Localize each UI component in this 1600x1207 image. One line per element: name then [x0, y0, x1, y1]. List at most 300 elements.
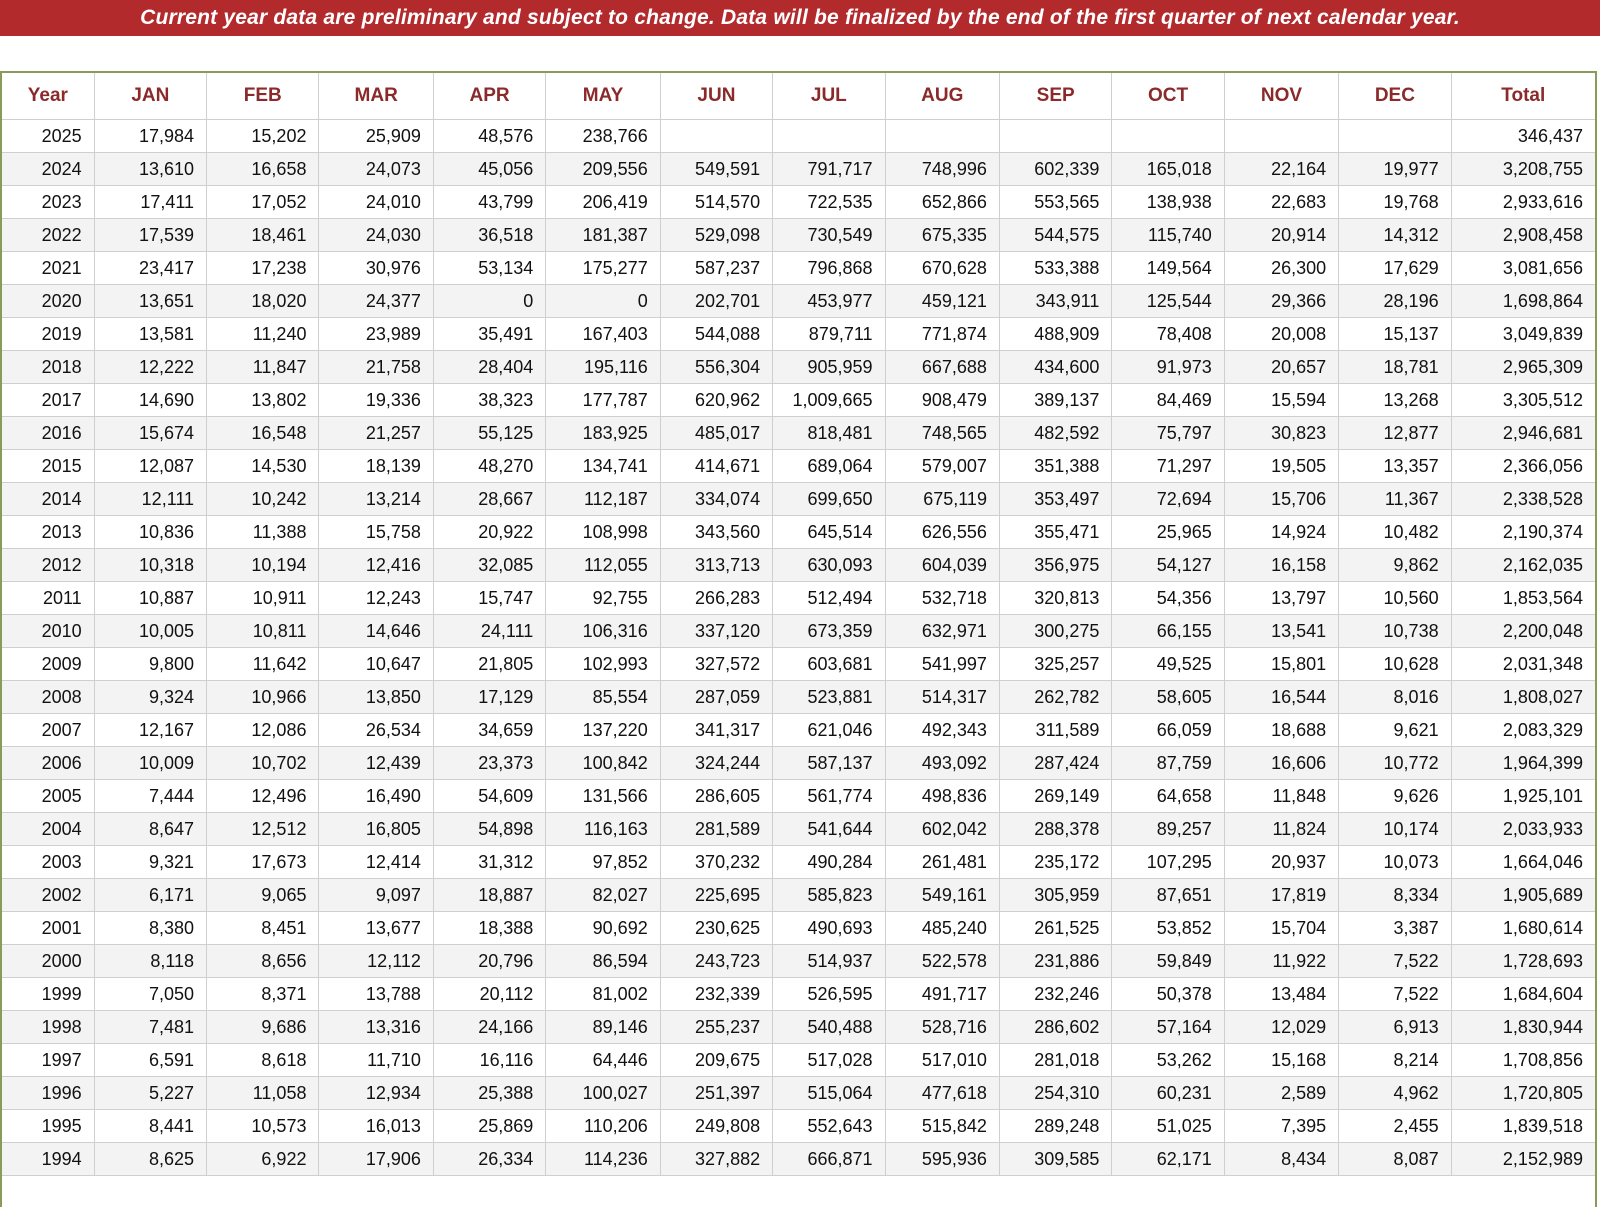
month-value-cell: 645,514 — [773, 516, 885, 549]
month-value-cell: 54,609 — [433, 780, 545, 813]
month-value-cell: 602,339 — [999, 153, 1111, 186]
month-value-cell: 25,965 — [1112, 516, 1224, 549]
month-value-cell: 91,973 — [1112, 351, 1224, 384]
month-value-cell: 1,009,665 — [773, 384, 885, 417]
month-value-cell: 14,690 — [94, 384, 206, 417]
month-value-cell: 13,357 — [1339, 450, 1451, 483]
column-header-jun: JUN — [660, 73, 772, 120]
table-row — [2, 549, 1595, 582]
month-value-cell: 167,403 — [546, 318, 660, 351]
month-value-cell: 490,693 — [773, 912, 885, 945]
total-cell: 1,684,604 — [1451, 978, 1595, 1011]
month-value-cell: 477,618 — [885, 1077, 999, 1110]
total-cell: 2,200,048 — [1451, 615, 1595, 648]
month-value-cell: 556,304 — [660, 351, 772, 384]
month-value-cell: 343,560 — [660, 516, 772, 549]
table-row — [2, 714, 1595, 747]
year-cell: 1994 — [2, 1143, 94, 1176]
year-cell: 2013 — [2, 516, 94, 549]
month-value-cell: 9,065 — [207, 879, 319, 912]
year-cell: 2021 — [2, 252, 94, 285]
month-value-cell: 249,808 — [660, 1110, 772, 1143]
table-row — [2, 846, 1595, 879]
month-value-cell: 25,909 — [319, 120, 433, 153]
month-value-cell: 482,592 — [999, 417, 1111, 450]
month-value-cell: 16,158 — [1224, 549, 1338, 582]
month-value-cell: 10,194 — [207, 549, 319, 582]
table-row — [2, 1143, 1595, 1176]
month-value-cell: 72,694 — [1112, 483, 1224, 516]
month-value-cell: 11,922 — [1224, 945, 1338, 978]
month-value-cell: 585,823 — [773, 879, 885, 912]
month-value-cell: 11,642 — [207, 648, 319, 681]
month-value-cell: 730,549 — [773, 219, 885, 252]
month-value-cell: 134,741 — [546, 450, 660, 483]
month-value-cell: 341,317 — [660, 714, 772, 747]
month-value-cell: 528,716 — [885, 1011, 999, 1044]
month-value-cell: 59,849 — [1112, 945, 1224, 978]
month-value-cell: 269,149 — [999, 780, 1111, 813]
year-cell: 2009 — [2, 648, 94, 681]
month-value-cell: 202,701 — [660, 285, 772, 318]
month-value-cell: 24,377 — [319, 285, 433, 318]
total-cell: 1,720,805 — [1451, 1077, 1595, 1110]
month-value-cell: 355,471 — [999, 516, 1111, 549]
total-cell: 1,808,027 — [1451, 681, 1595, 714]
month-value-cell: 64,658 — [1112, 780, 1224, 813]
month-value-cell: 137,220 — [546, 714, 660, 747]
month-value-cell: 287,424 — [999, 747, 1111, 780]
month-value-cell: 879,711 — [773, 318, 885, 351]
month-value-cell: 35,491 — [433, 318, 545, 351]
month-value-cell: 289,248 — [999, 1110, 1111, 1143]
month-value-cell: 602,042 — [885, 813, 999, 846]
month-value-cell: 102,993 — [546, 648, 660, 681]
month-value-cell: 15,202 — [207, 120, 319, 153]
month-value-cell: 23,989 — [319, 318, 433, 351]
month-value-cell: 313,713 — [660, 549, 772, 582]
month-value-cell: 12,222 — [94, 351, 206, 384]
month-value-cell: 20,922 — [433, 516, 545, 549]
month-value-cell: 544,088 — [660, 318, 772, 351]
total-cell: 2,366,056 — [1451, 450, 1595, 483]
month-value-cell: 491,717 — [885, 978, 999, 1011]
month-value-cell: 334,074 — [660, 483, 772, 516]
month-value-cell: 20,914 — [1224, 219, 1338, 252]
month-value-cell: 11,824 — [1224, 813, 1338, 846]
month-value-cell: 453,977 — [773, 285, 885, 318]
month-value-cell: 281,018 — [999, 1044, 1111, 1077]
table-row — [2, 450, 1595, 483]
month-value-cell: 287,059 — [660, 681, 772, 714]
column-header-total: Total — [1451, 73, 1595, 120]
month-value-cell: 19,336 — [319, 384, 433, 417]
month-value-cell: 110,206 — [546, 1110, 660, 1143]
month-value-cell: 12,111 — [94, 483, 206, 516]
year-cell: 2000 — [2, 945, 94, 978]
month-value-cell: 286,602 — [999, 1011, 1111, 1044]
table-row — [2, 483, 1595, 516]
table-row — [2, 384, 1595, 417]
month-value-cell: 12,087 — [94, 450, 206, 483]
month-value-cell: 9,800 — [94, 648, 206, 681]
total-cell: 3,049,839 — [1451, 318, 1595, 351]
month-value-cell: 7,522 — [1339, 945, 1451, 978]
month-value-cell: 337,120 — [660, 615, 772, 648]
month-value-cell: 64,446 — [546, 1044, 660, 1077]
year-cell: 2015 — [2, 450, 94, 483]
month-value-cell: 57,164 — [1112, 1011, 1224, 1044]
table-row — [2, 945, 1595, 978]
month-value-cell: 181,387 — [546, 219, 660, 252]
month-value-cell: 12,512 — [207, 813, 319, 846]
month-value-cell: 288,378 — [999, 813, 1111, 846]
column-header-nov: NOV — [1224, 73, 1338, 120]
month-value-cell: 8,625 — [94, 1143, 206, 1176]
month-value-cell: 13,797 — [1224, 582, 1338, 615]
year-cell: 2020 — [2, 285, 94, 318]
month-value-cell: 603,681 — [773, 648, 885, 681]
month-value-cell: 48,270 — [433, 450, 545, 483]
month-value-cell: 587,137 — [773, 747, 885, 780]
year-cell: 2005 — [2, 780, 94, 813]
month-value-cell: 10,005 — [94, 615, 206, 648]
month-value-cell: 517,028 — [773, 1044, 885, 1077]
column-header-jul: JUL — [773, 73, 885, 120]
month-value-cell: 10,009 — [94, 747, 206, 780]
month-value-cell: 23,373 — [433, 747, 545, 780]
month-value-cell: 24,073 — [319, 153, 433, 186]
total-cell: 2,908,458 — [1451, 219, 1595, 252]
table-row — [2, 417, 1595, 450]
month-value-cell: 19,768 — [1339, 186, 1451, 219]
month-value-cell: 10,738 — [1339, 615, 1451, 648]
month-value-cell: 84,469 — [1112, 384, 1224, 417]
month-value-cell: 6,913 — [1339, 1011, 1451, 1044]
month-value-cell: 54,898 — [433, 813, 545, 846]
month-value-cell: 9,097 — [319, 879, 433, 912]
month-value-cell: 209,675 — [660, 1044, 772, 1077]
month-value-cell: 45,056 — [433, 153, 545, 186]
column-header-may: MAY — [546, 73, 660, 120]
month-value-cell: 533,388 — [999, 252, 1111, 285]
month-value-cell: 87,759 — [1112, 747, 1224, 780]
year-cell: 2022 — [2, 219, 94, 252]
month-value-cell: 526,595 — [773, 978, 885, 1011]
month-value-cell: 18,688 — [1224, 714, 1338, 747]
total-cell: 2,933,616 — [1451, 186, 1595, 219]
month-value-cell: 58,605 — [1112, 681, 1224, 714]
month-value-cell: 689,064 — [773, 450, 885, 483]
month-value-cell: 31,312 — [433, 846, 545, 879]
month-value-cell: 620,962 — [660, 384, 772, 417]
column-header-jan: JAN — [94, 73, 206, 120]
month-value-cell: 10,628 — [1339, 648, 1451, 681]
month-value-cell: 97,852 — [546, 846, 660, 879]
month-value-cell: 11,388 — [207, 516, 319, 549]
month-value-cell: 311,589 — [999, 714, 1111, 747]
total-cell: 3,305,512 — [1451, 384, 1595, 417]
total-cell: 1,853,564 — [1451, 582, 1595, 615]
month-value-cell: 652,866 — [885, 186, 999, 219]
month-value-cell: 14,312 — [1339, 219, 1451, 252]
year-cell: 2011 — [2, 582, 94, 615]
month-value-cell: 549,591 — [660, 153, 772, 186]
month-value-cell: 13,802 — [207, 384, 319, 417]
month-value-cell: 12,877 — [1339, 417, 1451, 450]
month-value-cell: 60,231 — [1112, 1077, 1224, 1110]
month-value-cell: 230,625 — [660, 912, 772, 945]
month-value-cell: 18,461 — [207, 219, 319, 252]
month-value-cell: 13,268 — [1339, 384, 1451, 417]
table-row — [2, 813, 1595, 846]
month-value-cell: 115,740 — [1112, 219, 1224, 252]
month-value-cell: 16,606 — [1224, 747, 1338, 780]
total-cell: 1,664,046 — [1451, 846, 1595, 879]
month-value-cell: 514,937 — [773, 945, 885, 978]
month-value-cell: 175,277 — [546, 252, 660, 285]
month-value-cell: 29,366 — [1224, 285, 1338, 318]
month-value-cell: 626,556 — [885, 516, 999, 549]
total-cell: 1,708,856 — [1451, 1044, 1595, 1077]
month-value-cell: 17,238 — [207, 252, 319, 285]
month-value-cell: 485,017 — [660, 417, 772, 450]
month-value-cell: 24,030 — [319, 219, 433, 252]
month-value-cell: 18,139 — [319, 450, 433, 483]
month-value-cell: 10,836 — [94, 516, 206, 549]
month-value-cell: 514,317 — [885, 681, 999, 714]
year-cell: 1997 — [2, 1044, 94, 1077]
month-value-cell: 16,544 — [1224, 681, 1338, 714]
month-value-cell: 9,686 — [207, 1011, 319, 1044]
month-value-cell: 15,168 — [1224, 1044, 1338, 1077]
month-value-cell: 26,300 — [1224, 252, 1338, 285]
month-value-cell: 53,134 — [433, 252, 545, 285]
month-value-cell: 18,020 — [207, 285, 319, 318]
month-value-cell: 34,659 — [433, 714, 545, 747]
month-value-cell: 8,118 — [94, 945, 206, 978]
month-value-cell: 8,656 — [207, 945, 319, 978]
table-body — [2, 120, 1595, 1176]
year-cell: 2012 — [2, 549, 94, 582]
month-value-cell: 8,016 — [1339, 681, 1451, 714]
month-value-cell: 514,570 — [660, 186, 772, 219]
month-value-cell: 21,257 — [319, 417, 433, 450]
total-cell: 346,437 — [1451, 120, 1595, 153]
month-value-cell: 13,850 — [319, 681, 433, 714]
month-value-cell: 9,862 — [1339, 549, 1451, 582]
table-row — [2, 318, 1595, 351]
month-value-cell: 43,799 — [433, 186, 545, 219]
year-cell: 2024 — [2, 153, 94, 186]
month-value-cell: 8,087 — [1339, 1143, 1451, 1176]
month-value-cell: 49,525 — [1112, 648, 1224, 681]
column-header-feb: FEB — [207, 73, 319, 120]
month-value-cell: 2,455 — [1339, 1110, 1451, 1143]
month-value-cell: 604,039 — [885, 549, 999, 582]
table-row — [2, 1077, 1595, 1110]
month-value-cell: 238,766 — [546, 120, 660, 153]
month-value-cell: 12,167 — [94, 714, 206, 747]
month-value-cell: 343,911 — [999, 285, 1111, 318]
month-value-cell: 10,811 — [207, 615, 319, 648]
month-value-cell: 389,137 — [999, 384, 1111, 417]
month-value-cell: 36,518 — [433, 219, 545, 252]
month-value-cell: 21,758 — [319, 351, 433, 384]
month-value-cell: 10,772 — [1339, 747, 1451, 780]
month-value-cell: 14,646 — [319, 615, 433, 648]
month-value-cell: 15,594 — [1224, 384, 1338, 417]
month-value-cell: 66,059 — [1112, 714, 1224, 747]
month-value-cell — [1224, 120, 1338, 153]
total-cell: 2,190,374 — [1451, 516, 1595, 549]
month-value-cell: 11,847 — [207, 351, 319, 384]
month-value-cell: 0 — [433, 285, 545, 318]
month-value-cell: 8,214 — [1339, 1044, 1451, 1077]
month-value-cell: 55,125 — [433, 417, 545, 450]
month-value-cell: 544,575 — [999, 219, 1111, 252]
month-value-cell: 138,938 — [1112, 186, 1224, 219]
month-value-cell: 14,530 — [207, 450, 319, 483]
month-value-cell: 670,628 — [885, 252, 999, 285]
year-cell: 1999 — [2, 978, 94, 1011]
month-value-cell: 18,388 — [433, 912, 545, 945]
year-cell: 2018 — [2, 351, 94, 384]
month-value-cell: 54,356 — [1112, 582, 1224, 615]
month-value-cell: 13,677 — [319, 912, 433, 945]
month-value-cell: 87,651 — [1112, 879, 1224, 912]
month-value-cell: 748,996 — [885, 153, 999, 186]
total-cell: 2,946,681 — [1451, 417, 1595, 450]
month-value-cell — [885, 120, 999, 153]
month-value-cell: 13,788 — [319, 978, 433, 1011]
month-value-cell: 13,316 — [319, 1011, 433, 1044]
month-value-cell: 498,836 — [885, 780, 999, 813]
month-value-cell: 485,240 — [885, 912, 999, 945]
month-value-cell: 791,717 — [773, 153, 885, 186]
month-value-cell: 8,380 — [94, 912, 206, 945]
month-value-cell: 17,052 — [207, 186, 319, 219]
month-value-cell: 351,388 — [999, 450, 1111, 483]
month-value-cell: 20,112 — [433, 978, 545, 1011]
total-cell: 2,965,309 — [1451, 351, 1595, 384]
month-value-cell: 89,257 — [1112, 813, 1224, 846]
month-value-cell: 561,774 — [773, 780, 885, 813]
month-value-cell: 231,886 — [999, 945, 1111, 978]
month-value-cell: 243,723 — [660, 945, 772, 978]
month-value-cell: 286,605 — [660, 780, 772, 813]
year-cell: 1995 — [2, 1110, 94, 1143]
month-value-cell: 587,237 — [660, 252, 772, 285]
month-value-cell: 85,554 — [546, 681, 660, 714]
month-value-cell: 595,936 — [885, 1143, 999, 1176]
month-value-cell: 183,925 — [546, 417, 660, 450]
table-row — [2, 978, 1595, 1011]
table-row — [2, 252, 1595, 285]
month-value-cell: 5,227 — [94, 1077, 206, 1110]
month-value-cell: 20,008 — [1224, 318, 1338, 351]
month-value-cell: 8,334 — [1339, 879, 1451, 912]
month-value-cell: 12,112 — [319, 945, 433, 978]
month-value-cell: 10,887 — [94, 582, 206, 615]
month-value-cell: 12,439 — [319, 747, 433, 780]
month-value-cell: 2,589 — [1224, 1077, 1338, 1110]
total-cell: 2,162,035 — [1451, 549, 1595, 582]
month-value-cell: 38,323 — [433, 384, 545, 417]
month-value-cell: 325,257 — [999, 648, 1111, 681]
month-value-cell: 699,650 — [773, 483, 885, 516]
month-value-cell: 490,284 — [773, 846, 885, 879]
month-value-cell: 305,959 — [999, 879, 1111, 912]
year-cell: 2017 — [2, 384, 94, 417]
month-value-cell: 8,441 — [94, 1110, 206, 1143]
month-value-cell: 22,683 — [1224, 186, 1338, 219]
monthly-data-table — [2, 73, 1595, 1176]
month-value-cell: 13,581 — [94, 318, 206, 351]
month-value-cell: 15,137 — [1339, 318, 1451, 351]
month-value-cell: 13,214 — [319, 483, 433, 516]
month-value-cell: 12,029 — [1224, 1011, 1338, 1044]
month-value-cell: 82,027 — [546, 879, 660, 912]
month-value-cell: 235,172 — [999, 846, 1111, 879]
month-value-cell: 11,848 — [1224, 780, 1338, 813]
year-cell: 2003 — [2, 846, 94, 879]
month-value-cell: 13,610 — [94, 153, 206, 186]
month-value-cell: 12,243 — [319, 582, 433, 615]
month-value-cell: 165,018 — [1112, 153, 1224, 186]
total-cell: 1,728,693 — [1451, 945, 1595, 978]
year-cell: 1996 — [2, 1077, 94, 1110]
month-value-cell: 51,025 — [1112, 1110, 1224, 1143]
table-row — [2, 582, 1595, 615]
year-cell: 2025 — [2, 120, 94, 153]
month-value-cell: 53,852 — [1112, 912, 1224, 945]
month-value-cell: 15,747 — [433, 582, 545, 615]
column-header-apr: APR — [433, 73, 545, 120]
month-value-cell: 100,027 — [546, 1077, 660, 1110]
total-cell: 1,925,101 — [1451, 780, 1595, 813]
month-value-cell: 81,002 — [546, 978, 660, 1011]
month-value-cell: 15,758 — [319, 516, 433, 549]
month-value-cell: 17,906 — [319, 1143, 433, 1176]
month-value-cell: 9,321 — [94, 846, 206, 879]
month-value-cell: 17,129 — [433, 681, 545, 714]
table-row — [2, 1044, 1595, 1077]
month-value-cell: 261,525 — [999, 912, 1111, 945]
year-cell: 2006 — [2, 747, 94, 780]
month-value-cell: 32,085 — [433, 549, 545, 582]
monthly-data-table-container — [0, 71, 1597, 1207]
month-value-cell: 16,805 — [319, 813, 433, 846]
month-value-cell: 16,658 — [207, 153, 319, 186]
month-value-cell: 13,541 — [1224, 615, 1338, 648]
year-cell: 1998 — [2, 1011, 94, 1044]
month-value-cell: 25,388 — [433, 1077, 545, 1110]
table-row — [2, 351, 1595, 384]
month-value-cell: 17,411 — [94, 186, 206, 219]
table-row — [2, 1011, 1595, 1044]
month-value-cell: 632,971 — [885, 615, 999, 648]
month-value-cell: 261,481 — [885, 846, 999, 879]
month-value-cell: 11,058 — [207, 1077, 319, 1110]
month-value-cell: 552,643 — [773, 1110, 885, 1143]
month-value-cell: 9,626 — [1339, 780, 1451, 813]
month-value-cell: 4,962 — [1339, 1077, 1451, 1110]
month-value-cell: 515,842 — [885, 1110, 999, 1143]
month-value-cell: 30,823 — [1224, 417, 1338, 450]
table-row — [2, 615, 1595, 648]
month-value-cell: 630,093 — [773, 549, 885, 582]
